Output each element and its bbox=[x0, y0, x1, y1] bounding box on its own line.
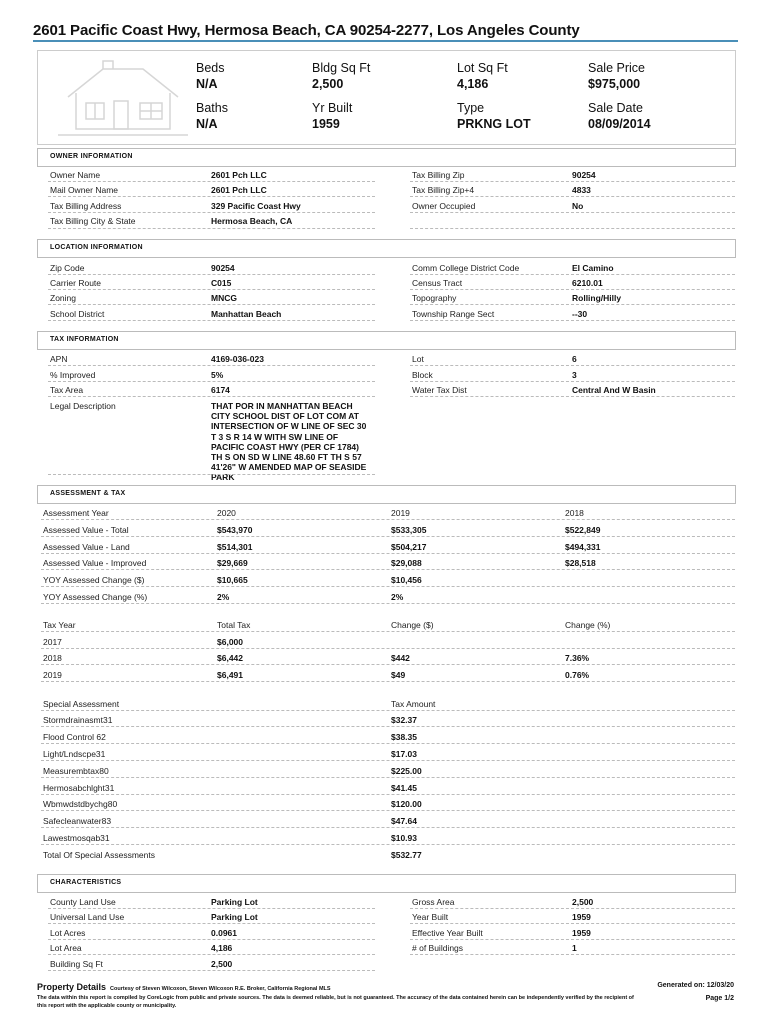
field-value: 3 bbox=[572, 370, 577, 380]
beds-stat bbox=[196, 61, 326, 91]
row-divider bbox=[410, 396, 735, 397]
row-divider bbox=[48, 954, 375, 955]
yr-built-stat bbox=[312, 101, 442, 131]
row-divider bbox=[410, 923, 735, 924]
field-value: 4169-036-023 bbox=[211, 354, 264, 364]
field-label: Tax Billing Zip bbox=[412, 170, 465, 180]
field-label: Tax Billing Zip+4 bbox=[412, 185, 475, 195]
field-value: MNCG bbox=[211, 293, 237, 303]
table-cell: $6,442 bbox=[217, 653, 243, 663]
row-divider bbox=[41, 844, 735, 845]
assessment-section-header bbox=[37, 485, 736, 504]
row-divider bbox=[41, 648, 735, 649]
yr-built-label: Yr Built bbox=[312, 101, 353, 115]
characteristics-section-title: CHARACTERISTICS bbox=[50, 879, 122, 886]
row-divider bbox=[410, 304, 735, 305]
row-divider bbox=[41, 726, 735, 727]
table-cell: Lawestmosqab31 bbox=[43, 833, 110, 843]
table-cell: YOY Assessed Change ($) bbox=[43, 575, 145, 585]
footer-disclaimer: The data within this report is compiled by CoreLogic from public and private sources. The data is deemed reliable, but is not guaranteed. The accuracy of the data contained herein can be independently verified by the recipient of this report with the applicable county or municipality. bbox=[37, 995, 634, 1009]
field-value: 6174 bbox=[211, 385, 230, 395]
type-label: Type bbox=[457, 101, 485, 115]
row-divider bbox=[410, 196, 735, 197]
table-header: Change (%) bbox=[565, 620, 611, 630]
field-label: Mail Owner Name bbox=[50, 185, 119, 195]
row-divider bbox=[48, 304, 375, 305]
row-divider bbox=[410, 954, 735, 955]
row-divider bbox=[48, 212, 375, 213]
table-cell: $543,970 bbox=[217, 525, 253, 535]
row-divider bbox=[410, 908, 735, 909]
field-label: APN bbox=[50, 354, 68, 364]
row-divider bbox=[41, 710, 735, 711]
table-header: 2018 bbox=[565, 508, 584, 518]
field-label: Lot Acres bbox=[50, 928, 86, 938]
field-value: Parking Lot bbox=[211, 897, 258, 907]
field-label: Block bbox=[412, 370, 433, 380]
row-divider bbox=[41, 810, 735, 811]
footer-title-text: Property Details bbox=[37, 982, 107, 992]
field-value: 2601 Pch LLC bbox=[211, 185, 267, 195]
field-value: 1959 bbox=[572, 912, 591, 922]
table-header: Change ($) bbox=[391, 620, 434, 630]
field-value: 1 bbox=[572, 943, 577, 953]
table-cell: Assessed Value - Improved bbox=[43, 558, 147, 568]
location-section-header bbox=[37, 239, 736, 258]
table-cell: 2017 bbox=[43, 637, 62, 647]
field-label: Zoning bbox=[50, 293, 76, 303]
field-value: Central And W Basin bbox=[572, 385, 656, 395]
table-cell: Light/Lndscpe31 bbox=[43, 749, 106, 759]
field-value: 329 Pacific Coast Hwy bbox=[211, 201, 301, 211]
sale-date-label: Sale Date bbox=[588, 101, 643, 115]
row-divider bbox=[48, 196, 375, 197]
table-cell: Assessed Value - Land bbox=[43, 542, 130, 552]
table-cell: $29,088 bbox=[391, 558, 422, 568]
row-divider bbox=[48, 320, 375, 321]
row-divider bbox=[41, 603, 735, 604]
field-label: # of Buildings bbox=[412, 943, 464, 953]
table-cell: $10.93 bbox=[391, 833, 417, 843]
table-header: Tax Amount bbox=[391, 699, 436, 709]
field-label: Topography bbox=[412, 293, 457, 303]
field-value: 4833 bbox=[572, 185, 591, 195]
field-value: Rolling/Hilly bbox=[572, 293, 622, 303]
owner-section-header bbox=[37, 148, 736, 167]
field-value: Parking Lot bbox=[211, 912, 258, 922]
table-cell: $28,518 bbox=[565, 558, 596, 568]
field-label: Owner Occupied bbox=[412, 201, 476, 211]
row-divider bbox=[48, 181, 375, 182]
field-value: 1959 bbox=[572, 928, 591, 938]
table-cell: 7.36% bbox=[565, 653, 590, 663]
field-label: Lot bbox=[412, 354, 424, 364]
table-cell: Stormdrainasmt31 bbox=[43, 715, 113, 725]
row-divider bbox=[41, 519, 735, 520]
row-divider bbox=[410, 289, 735, 290]
table-cell: Total Of Special Assessments bbox=[43, 850, 155, 860]
table-cell: $6,491 bbox=[217, 670, 243, 680]
table-cell: $10,456 bbox=[391, 575, 422, 585]
row-divider bbox=[48, 381, 375, 382]
type-stat bbox=[457, 101, 587, 131]
field-value: 4,186 bbox=[211, 943, 233, 953]
table-cell: Wbmwdstdbychg80 bbox=[43, 799, 118, 809]
table-cell: $494,331 bbox=[565, 542, 601, 552]
row-divider bbox=[41, 827, 735, 828]
field-label: Tax Billing Address bbox=[50, 201, 122, 211]
row-divider bbox=[410, 181, 735, 182]
type-value: PRKNG LOT bbox=[457, 117, 531, 131]
field-label: Effective Year Built bbox=[412, 928, 483, 938]
table-cell: $225.00 bbox=[391, 766, 422, 776]
row-divider bbox=[48, 923, 375, 924]
footer-courtesy: Courtesy of Steven Wilcoxon, Steven Wilcoxon R.E. Broker, California Regional MLS bbox=[110, 986, 331, 992]
field-label: Owner Name bbox=[50, 170, 101, 180]
table-cell: $29,669 bbox=[217, 558, 248, 568]
row-divider bbox=[41, 664, 735, 665]
assessment-section-title: ASSESSMENT & TAX bbox=[50, 490, 126, 497]
table-cell: $10,665 bbox=[217, 575, 248, 585]
field-label: Carrier Route bbox=[50, 278, 102, 288]
table-cell: $49 bbox=[391, 670, 406, 680]
row-divider bbox=[41, 631, 735, 632]
generated-date: Generated on: 12/03/20 bbox=[657, 982, 734, 989]
field-label: Gross Area bbox=[412, 897, 455, 907]
row-divider bbox=[41, 553, 735, 554]
field-label: Water Tax Dist bbox=[412, 385, 467, 395]
sale-date-value: 08/09/2014 bbox=[588, 117, 651, 131]
row-divider bbox=[41, 777, 735, 778]
field-value: C015 bbox=[211, 278, 232, 288]
row-divider bbox=[48, 908, 375, 909]
lot-sqft-label: Lot Sq Ft bbox=[457, 61, 508, 75]
row-divider bbox=[410, 212, 735, 213]
row-divider bbox=[41, 586, 735, 587]
table-cell: Hermosabchlght31 bbox=[43, 783, 115, 793]
table-cell: YOY Assessed Change (%) bbox=[43, 592, 148, 602]
row-divider bbox=[41, 681, 735, 682]
page-title: 2601 Pacific Coast Hwy, Hermosa Beach, CA 90254-2277, Los Angeles County bbox=[33, 22, 580, 39]
beds-value: N/A bbox=[196, 77, 218, 91]
lot-sqft-stat bbox=[457, 61, 587, 91]
table-cell: $514,301 bbox=[217, 542, 253, 552]
field-label: Legal Description bbox=[50, 401, 116, 411]
row-divider bbox=[41, 760, 735, 761]
field-value: --30 bbox=[572, 309, 588, 319]
table-cell: 2018 bbox=[43, 653, 62, 663]
yr-built-value: 1959 bbox=[312, 117, 340, 131]
baths-value: N/A bbox=[196, 117, 218, 131]
row-divider bbox=[410, 228, 735, 229]
tax-section-header bbox=[37, 331, 736, 350]
table-cell: $32.37 bbox=[391, 715, 417, 725]
baths-stat bbox=[196, 101, 326, 131]
field-value: 2,500 bbox=[572, 897, 594, 907]
field-value: 2,500 bbox=[211, 959, 233, 969]
row-divider bbox=[48, 474, 375, 475]
bldg-sqft-value: 2,500 bbox=[312, 77, 344, 91]
bldg-sqft-stat bbox=[312, 61, 442, 91]
field-label: Township Range Sect bbox=[412, 309, 495, 319]
field-label: Universal Land Use bbox=[50, 912, 125, 922]
field-value: 0.0961 bbox=[211, 928, 237, 938]
table-cell: $442 bbox=[391, 653, 410, 663]
table-header: 2019 bbox=[391, 508, 410, 518]
field-value: Hermosa Beach, CA bbox=[211, 216, 293, 226]
row-divider bbox=[48, 970, 375, 971]
row-divider bbox=[41, 536, 735, 537]
table-cell: $533,305 bbox=[391, 525, 427, 535]
row-divider bbox=[48, 396, 375, 397]
field-value: El Camino bbox=[572, 263, 614, 273]
field-value: 6 bbox=[572, 354, 577, 364]
table-cell: Measurembtax80 bbox=[43, 766, 109, 776]
table-header: 2020 bbox=[217, 508, 236, 518]
table-cell: 2% bbox=[217, 592, 230, 602]
table-cell: Assessed Value - Total bbox=[43, 525, 129, 535]
row-divider bbox=[410, 365, 735, 366]
row-divider bbox=[41, 794, 735, 795]
table-header: Special Assessment bbox=[43, 699, 120, 709]
field-value: 6210.01 bbox=[572, 278, 603, 288]
field-label: Year Built bbox=[412, 912, 449, 922]
field-label: Building Sq Ft bbox=[50, 959, 103, 969]
table-cell: $41.45 bbox=[391, 783, 417, 793]
owner-section-title: OWNER INFORMATION bbox=[50, 153, 133, 160]
row-divider bbox=[41, 743, 735, 744]
location-section-title: LOCATION INFORMATION bbox=[50, 244, 143, 251]
field-label: Census Tract bbox=[412, 278, 463, 288]
sale-price-stat bbox=[588, 61, 718, 91]
row-divider bbox=[48, 228, 375, 229]
table-cell: $6,000 bbox=[217, 637, 243, 647]
table-cell: $504,217 bbox=[391, 542, 427, 552]
field-label: Comm College District Code bbox=[412, 263, 520, 273]
row-divider bbox=[48, 274, 375, 275]
table-cell: 2019 bbox=[43, 670, 62, 680]
table-cell: $532.77 bbox=[391, 850, 422, 860]
table-cell: $17.03 bbox=[391, 749, 417, 759]
table-cell: $522,849 bbox=[565, 525, 601, 535]
field-value: Manhattan Beach bbox=[211, 309, 282, 319]
field-value: 2601 Pch LLC bbox=[211, 170, 267, 180]
table-header: Tax Year bbox=[43, 620, 76, 630]
sale-price-value: $975,000 bbox=[588, 77, 641, 91]
field-label: School District bbox=[50, 309, 105, 319]
field-value: 90254 bbox=[211, 263, 235, 273]
row-divider bbox=[48, 289, 375, 290]
table-cell: Safecleanwater83 bbox=[43, 816, 112, 826]
row-divider bbox=[41, 569, 735, 570]
table-cell: Flood Control 62 bbox=[43, 732, 106, 742]
row-divider bbox=[410, 274, 735, 275]
page-number: Page 1/2 bbox=[705, 995, 734, 1002]
table-header: Assessment Year bbox=[43, 508, 109, 518]
bldg-sqft-label: Bldg Sq Ft bbox=[312, 61, 371, 75]
tax-section-title: TAX INFORMATION bbox=[50, 336, 119, 343]
title-divider bbox=[33, 40, 738, 42]
baths-label: Baths bbox=[196, 101, 228, 115]
field-label: County Land Use bbox=[50, 897, 116, 907]
field-label: Tax Billing City & State bbox=[50, 216, 136, 226]
table-header: Total Tax bbox=[217, 620, 251, 630]
table-cell: $38.35 bbox=[391, 732, 417, 742]
field-label: Zip Code bbox=[50, 263, 85, 273]
field-label: Tax Area bbox=[50, 385, 84, 395]
field-value: No bbox=[572, 201, 584, 211]
lot-sqft-value: 4,186 bbox=[457, 77, 489, 91]
row-divider bbox=[410, 939, 735, 940]
property-summary bbox=[37, 50, 736, 145]
characteristics-section-header bbox=[37, 874, 736, 893]
field-label: % Improved bbox=[50, 370, 96, 380]
legal-description-value: THAT POR IN MANHATTAN BEACH CITY SCHOOL DIST OF LOT COM AT INTERSECTION OF W LINE OF SEC 30 T 3 S R 14 W WITH SW LINE OF PACIFIC COAST HWY (PER CF 1784) TH S ON SD W LINE 48.60 FT TH S 57 41'26" W AMENDED MAP OF SEASIDE PARK bbox=[211, 401, 367, 483]
field-label: Lot Area bbox=[50, 943, 82, 953]
table-cell: $47.64 bbox=[391, 816, 417, 826]
row-divider bbox=[410, 381, 735, 382]
sale-date-stat bbox=[588, 101, 718, 131]
field-value: 90254 bbox=[572, 170, 596, 180]
row-divider bbox=[48, 365, 375, 366]
row-divider bbox=[410, 320, 735, 321]
table-cell: 0.76% bbox=[565, 670, 590, 680]
field-value: 5% bbox=[211, 370, 224, 380]
table-cell: 2% bbox=[391, 592, 404, 602]
footer-title bbox=[37, 982, 331, 992]
row-divider bbox=[48, 939, 375, 940]
house-outline-icon bbox=[48, 57, 198, 139]
sale-price-label: Sale Price bbox=[588, 61, 645, 75]
table-cell: $120.00 bbox=[391, 799, 422, 809]
beds-label: Beds bbox=[196, 61, 225, 75]
